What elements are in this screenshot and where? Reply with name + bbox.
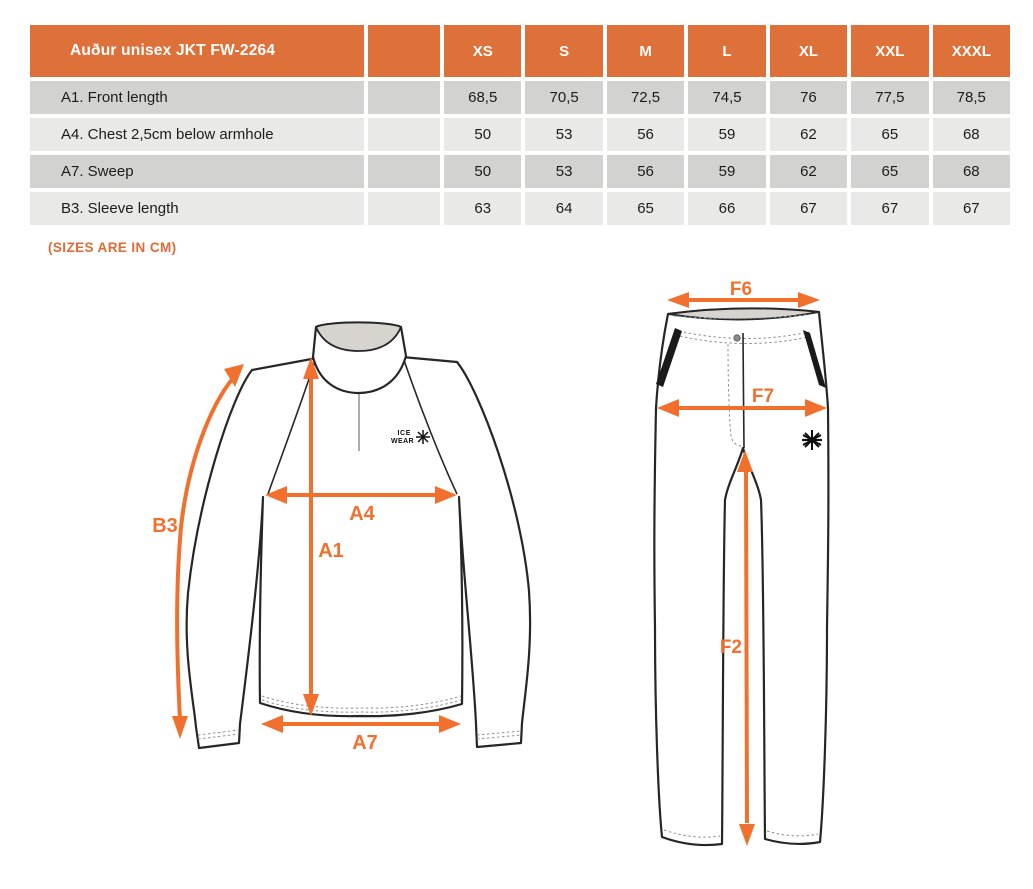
value-cell: 50 (444, 155, 521, 188)
value-cell: 64 (525, 192, 602, 225)
row-spacer (368, 81, 440, 114)
waist-button (734, 335, 740, 341)
logo-text-ice: ICE (397, 430, 411, 437)
value-cell: 53 (525, 155, 602, 188)
snowflake-icon (802, 430, 822, 450)
size-header-xxxl: XXXL (933, 25, 1010, 77)
value-cell: 72,5 (607, 81, 684, 114)
value-cell: 67 (770, 192, 847, 225)
jacket-outline (187, 323, 530, 749)
pants-diagram (625, 278, 885, 886)
measure-label-a7: A7 (352, 732, 378, 754)
pants-outline (654, 308, 828, 845)
value-cell: 74,5 (688, 81, 765, 114)
value-cell: 63 (444, 192, 521, 225)
size-header-m: M (607, 25, 684, 77)
value-cell: 68,5 (444, 81, 521, 114)
measure-label-f7: F7 (751, 386, 775, 407)
value-cell: 65 (851, 118, 928, 151)
value-cell: 50 (444, 118, 521, 151)
sizes-in-cm-note: (SIZES ARE IN CM) (48, 240, 177, 255)
row-label-chest: A4. Chest 2,5cm below armhole (30, 118, 364, 151)
value-cell: 77,5 (851, 81, 928, 114)
value-cell: 68 (933, 155, 1010, 188)
size-table (30, 25, 1010, 225)
row-spacer (368, 118, 440, 151)
value-cell: 59 (688, 155, 765, 188)
row-label-sweep: A7. Sweep (30, 155, 364, 188)
row-spacer (368, 155, 440, 188)
measure-label-f6: F6 (729, 279, 753, 300)
measure-arrow-a7 (261, 715, 461, 754)
header-spacer-cell (368, 25, 440, 77)
value-cell: 56 (607, 155, 684, 188)
value-cell: 68 (933, 118, 1010, 151)
value-cell: 67 (851, 192, 928, 225)
value-cell: 67 (933, 192, 1010, 225)
value-cell: 59 (688, 118, 765, 151)
value-cell: 62 (770, 155, 847, 188)
value-cell: 62 (770, 118, 847, 151)
row-label-sleeve-length: B3. Sleeve length (30, 192, 364, 225)
size-header-s: S (525, 25, 602, 77)
size-header-xxl: XXL (851, 25, 928, 77)
snowflake-icon (416, 430, 430, 444)
measure-label-a4: A4 (349, 503, 375, 525)
table-title: Auður unisex JKT FW-2264 (30, 25, 364, 77)
value-cell: 70,5 (525, 81, 602, 114)
size-header-l: L (688, 25, 765, 77)
measure-arrow-f6 (667, 279, 820, 308)
measure-label-f2: F2 (719, 637, 742, 658)
measure-label-b3: B3 (152, 515, 178, 537)
size-header-xs: XS (444, 25, 521, 77)
row-label-front-length: A1. Front length (30, 81, 364, 114)
value-cell: 78,5 (933, 81, 1010, 114)
logo-text-wear: WEAR (391, 438, 414, 445)
size-header-xl: XL (770, 25, 847, 77)
measure-label-a1: A1 (318, 540, 344, 562)
value-cell: 65 (607, 192, 684, 225)
value-cell: 56 (607, 118, 684, 151)
value-cell: 65 (851, 155, 928, 188)
jacket-diagram (135, 295, 575, 775)
row-spacer (368, 192, 440, 225)
value-cell: 66 (688, 192, 765, 225)
value-cell: 76 (770, 81, 847, 114)
value-cell: 53 (525, 118, 602, 151)
